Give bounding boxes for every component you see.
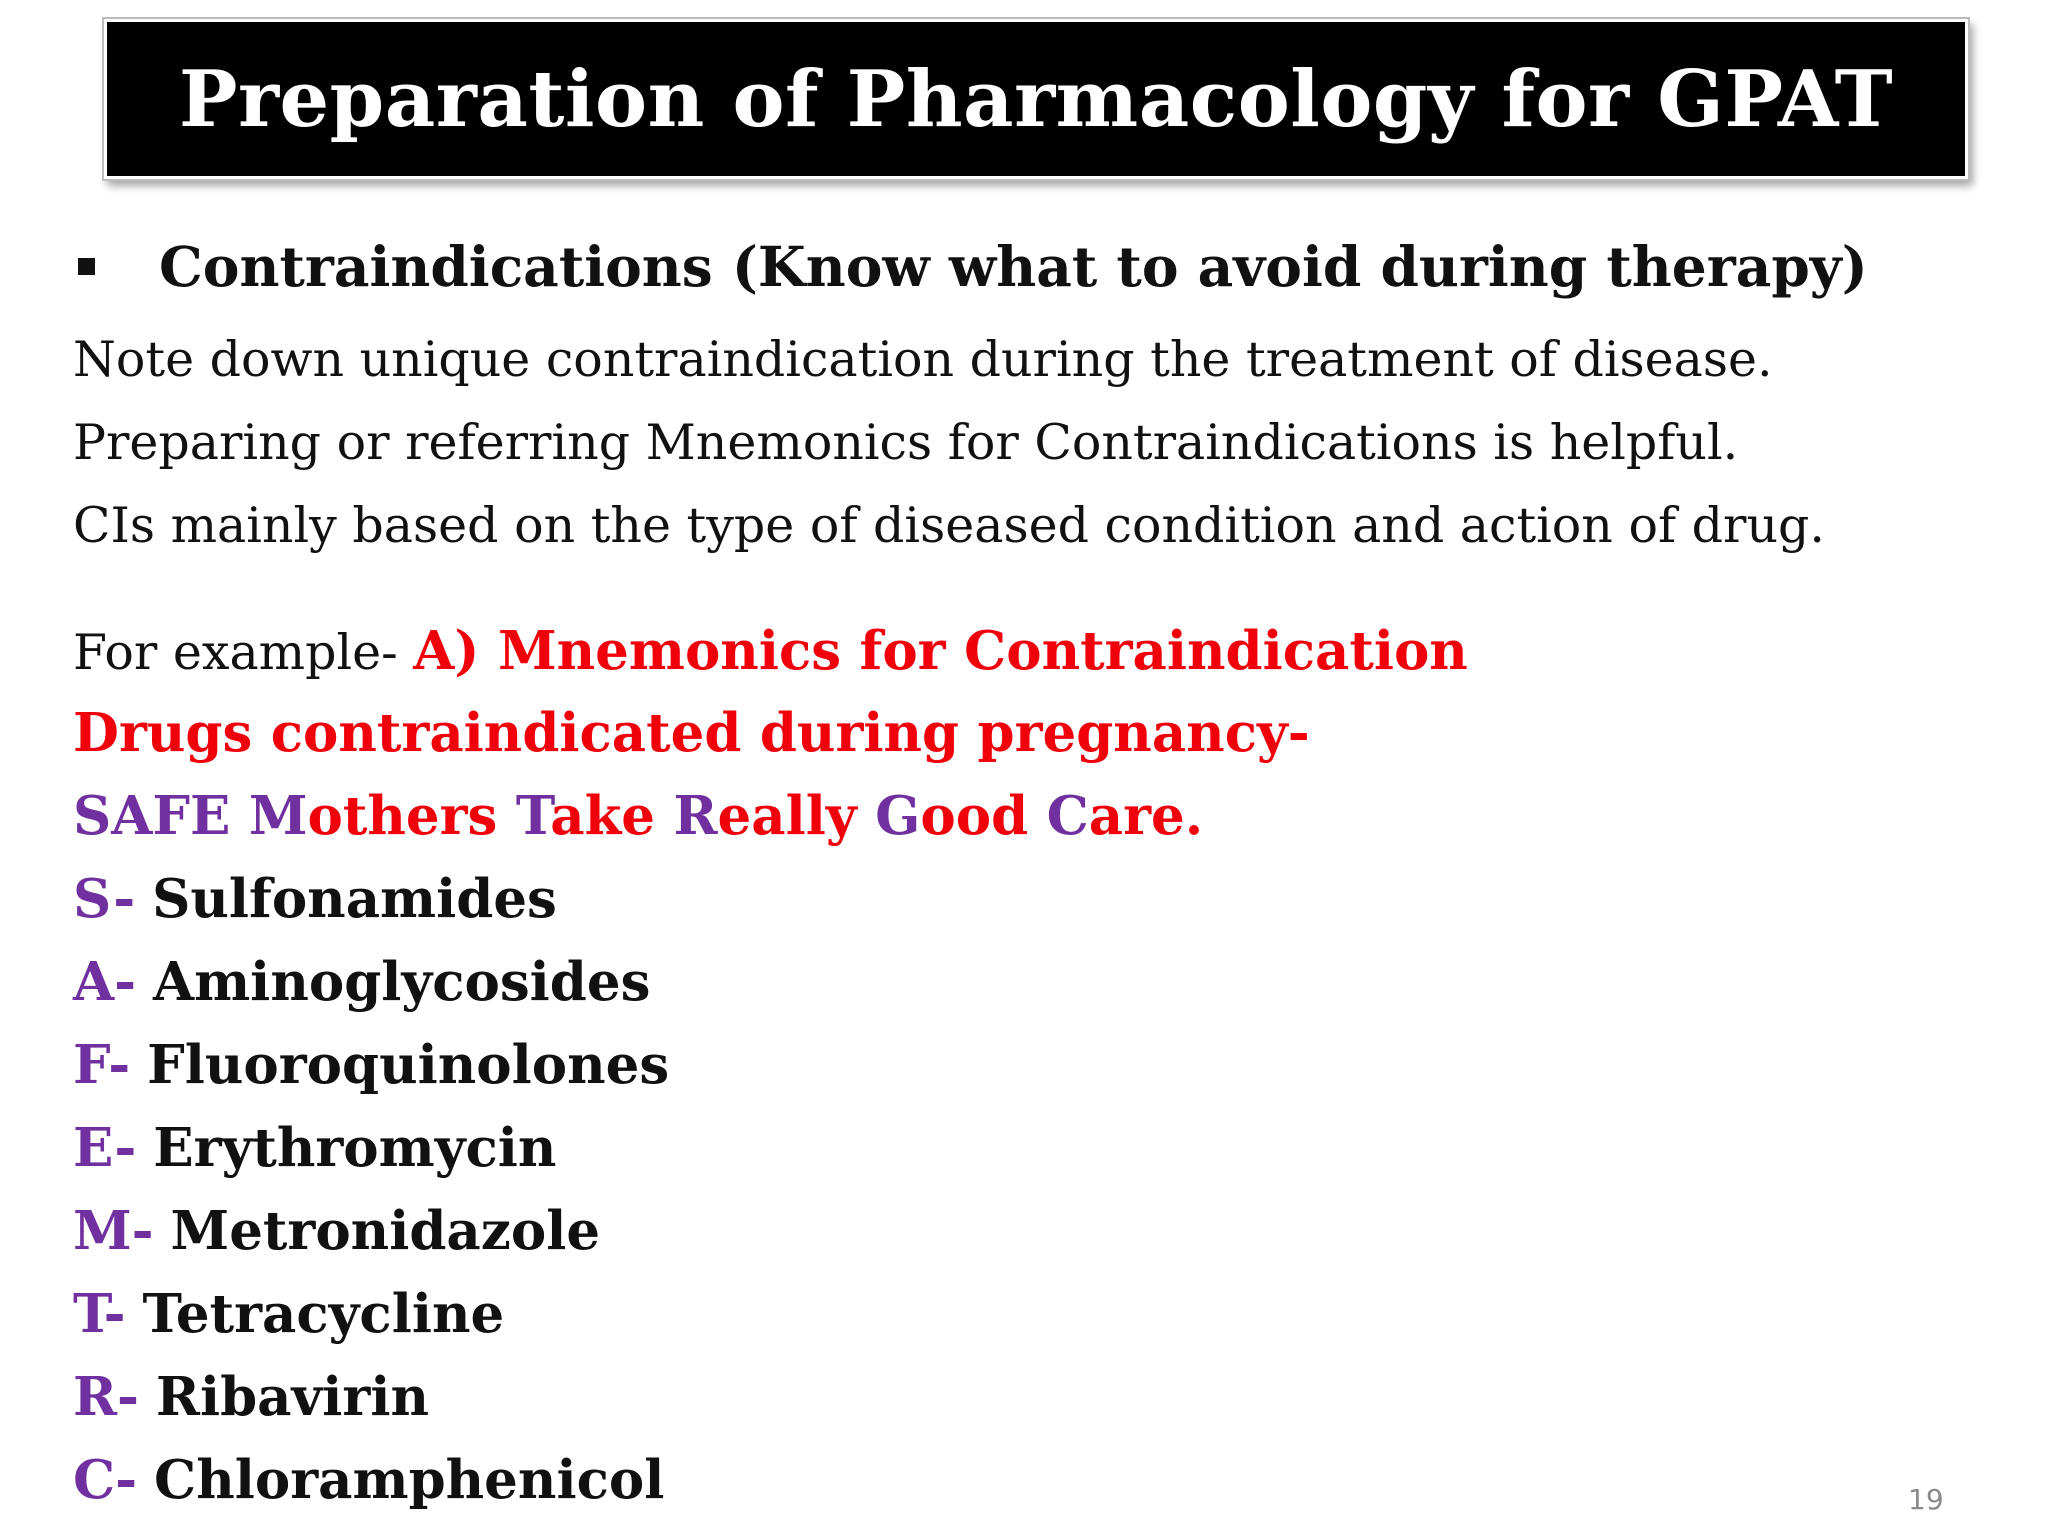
drug-list-item: [73, 1449, 665, 1511]
drug-list-item: [73, 868, 557, 930]
mnemonic-segment: C: [1046, 785, 1089, 847]
mnemonic-segment: others: [307, 785, 516, 847]
drug-name: Sulfonamides: [152, 868, 557, 930]
drug-letter: R-: [73, 1366, 140, 1428]
drug-name: Chloramphenicol: [154, 1449, 665, 1511]
example-line: [73, 620, 1468, 682]
drug-letter: T-: [73, 1283, 126, 1345]
example-prefix: For example-: [73, 624, 414, 681]
mnemonic-segment: are.: [1088, 785, 1204, 847]
drug-list-item: [73, 1117, 557, 1179]
mnemonic-segment: M: [248, 785, 308, 847]
drug-list-item: [73, 1283, 505, 1345]
drug-list-item: [73, 1366, 430, 1428]
note-line-1: Note down unique contraindication during the treatment of disease.: [73, 331, 1773, 388]
drug-name: Tetracycline: [142, 1283, 505, 1345]
drug-name: Fluoroquinolones: [147, 1034, 670, 1096]
mnemonic-segment: T: [515, 785, 551, 847]
mnemonic-segment: SAFE: [73, 785, 249, 847]
mnemonic-segment: G: [875, 785, 921, 847]
drug-list-item: [73, 951, 651, 1013]
drug-name: Erythromycin: [153, 1117, 557, 1179]
mnemonic-segment: R: [673, 785, 718, 847]
mnemonic-segment: eally: [717, 785, 876, 847]
drug-name: Metronidazole: [170, 1200, 601, 1262]
drug-letter: S-: [73, 868, 136, 930]
slide-title: Preparation of Pharmacology for GPAT: [178, 53, 1894, 145]
drug-name: Ribavirin: [155, 1366, 430, 1428]
square-bullet-icon: [78, 258, 95, 275]
note-line-3: CIs mainly based on the type of diseased condition and action of drug.: [73, 497, 1825, 554]
example-heading: A) Mnemonics for Contraindication: [413, 620, 1468, 682]
note-line-2: Preparing or referring Mnemonics for Contraindications is helpful.: [73, 414, 1739, 471]
mnemonic-segment: ake: [550, 785, 674, 847]
example-subheading: Drugs contraindicated during pregnancy-: [73, 702, 1310, 764]
mnemonic-phrase: [73, 785, 1204, 847]
drug-letter: F-: [73, 1034, 131, 1096]
slide-title-bar: [107, 22, 1965, 176]
drug-letter: E-: [73, 1117, 137, 1179]
page-number: 19: [1908, 1483, 1944, 1516]
drug-letter: C-: [73, 1449, 138, 1511]
drug-letter: M-: [73, 1200, 154, 1262]
drug-letter: A-: [73, 951, 137, 1013]
drug-list-item: [73, 1034, 670, 1096]
mnemonic-segment: ood: [920, 785, 1047, 847]
bullet-heading: Contraindications (Know what to avoid during therapy): [159, 233, 1868, 299]
bullet-heading-row: [72, 228, 1868, 304]
drug-list-item: [73, 1200, 601, 1262]
drug-name: Aminoglycosides: [152, 951, 651, 1013]
